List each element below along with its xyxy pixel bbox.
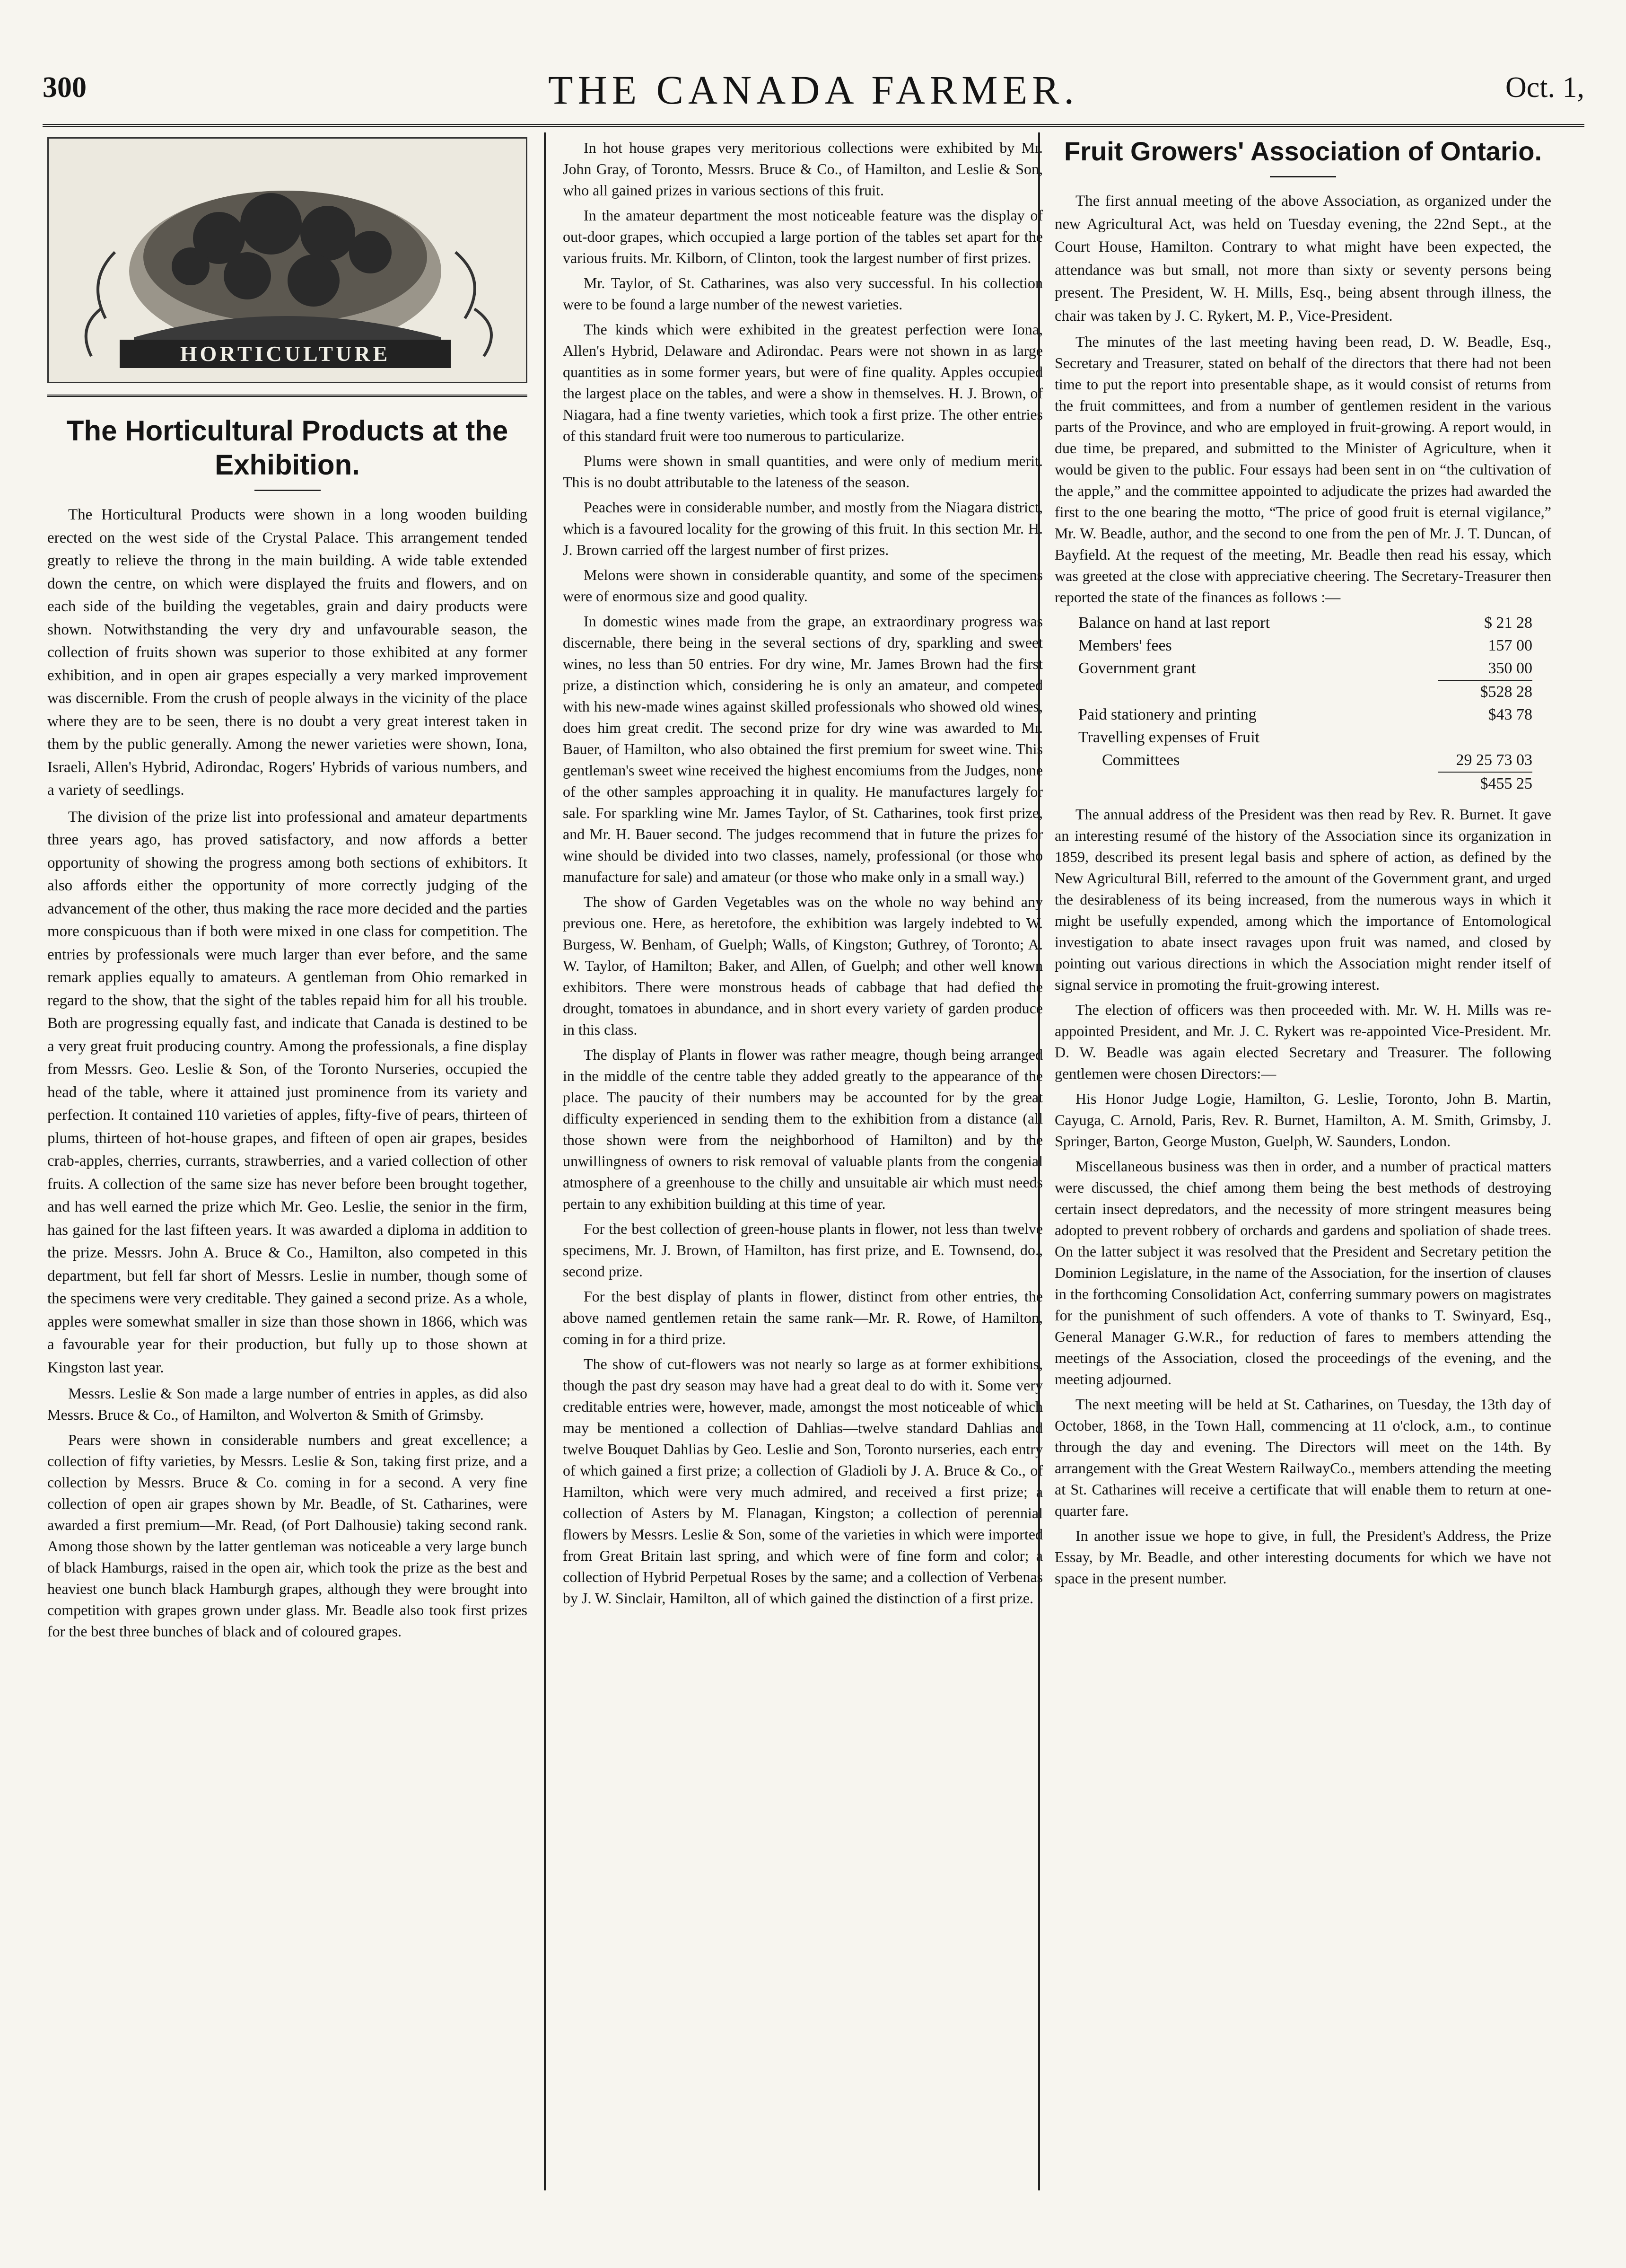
page-number: 300 bbox=[43, 71, 87, 104]
finance-balance bbox=[1078, 773, 1532, 795]
finance-row bbox=[1078, 634, 1532, 657]
paragraph: Messrs. Leslie & Son made a large number of entries in apples, as did also Messrs. Bruce & Co., of Hamilton, and Wolverton & Smith of Grimsby. bbox=[47, 1385, 527, 1423]
paragraph: Peaches were in considerable number, and mostly from the Niagara district, which is a favoured locality for the growing of this fruit. In this section Mr. H. J. Brown carried off the largest number of first prizes. bbox=[563, 499, 1043, 558]
paragraph: The kinds which were exhibited in the greatest perfection were Iona, Allen's Hybrid, Delaware and Adirondac. Pears were not shown in as large quantities as in some former years, but were of fine quality. Apples occupied the largest place on the tables, and were a show in themselves. H. J. Brown, of Niagara, had a fine twenty varieties, which took a first prize. The other entries of this standard fruit were too numerous to particularize. bbox=[563, 321, 1043, 444]
column-3 bbox=[1055, 137, 1551, 1593]
paragraph: In hot house grapes very meritorious collections were exhibited by Mr. John Gray, of Toronto, Messrs. Bruce & Co., of Hamilton, and Leslie & Son, who all gained prizes in various sections of this fruit. bbox=[563, 139, 1043, 199]
article-title: Fruit Growers' Association of Ontario. bbox=[1064, 136, 1542, 166]
paragraph: His Honor Judge Logie, Hamilton, G. Leslie, Toronto, John B. Martin, Cayuga, C. Arnold, Paris, Rev. R. Burnet, Hamilton, A. M. Smith, Grimsby, J. Springer, Barton, George Muston, Guelph, W. Saunders, London. bbox=[1055, 1090, 1551, 1150]
column-2 bbox=[563, 137, 1043, 1613]
finance-amount: $ 21 28 bbox=[1484, 614, 1532, 632]
title-rule bbox=[1270, 176, 1336, 177]
paragraph: The show of Garden Vegetables was on the whole no way behind any previous one. Here, as heretofore, the exhibition was largely indebted to W. Burgess, W. Benham, of Guelph; Walls, of Kingston; Guthrey, of Toronto; A. W. Taylor, of Hamilton; Baker, and Allen, of Guelph; and other well known exhibitors. There were monstrous heads of cabbage that had defied the drought, tomatoes in abundance, and in short every variety of garden produce in this class. bbox=[563, 893, 1043, 1038]
finance-label: Paid stationery and printing bbox=[1078, 706, 1257, 723]
finance-table bbox=[1078, 612, 1551, 795]
paragraph: Melons were shown in considerable quantity, and some of the specimens were of enormous size and good quality. bbox=[563, 566, 1043, 605]
finance-row bbox=[1078, 703, 1532, 726]
masthead: THE CANADA FARMER. bbox=[548, 67, 1079, 113]
header-rule bbox=[43, 124, 1584, 127]
paragraph: In domestic wines made from the grape, an extraordinary progress was discernable, there being in the several sections of dry, sparkling and sweet wines, no less than 50 entries. For dry wine, Mr. James Brown had the first prize, a distinction which, considering he is only an amateur, and competed with his new-made wines against skilled professionals who showed old wines, does him great credit. The second prize for dry wine was awarded to Mr. Bauer, of Hamilton, who also obtained the first premium for sweet wine. This gentleman's sweet wine received the highest encomiums from the Judges, none of the other samples approaching it in quality. He manufactures largely for sale. For sparkling wine Mr. James Taylor, of St. Catharines, took first prize, and Mr. H. Bauer second. The judges recommend that in future the prizes for wine should be divided into two classes, namely, professional (or those who manufacture for sale) and amateur (or those who make only in a small way.) bbox=[563, 613, 1043, 885]
finance-row bbox=[1078, 612, 1532, 634]
finance-amount: $455 25 bbox=[1480, 775, 1532, 792]
paragraph: The Horticultural Products were shown in a long wooden building erected on the west side of the Crystal Palace. This arrangement tended greatly to relieve the throng in the main building. A wide table extended down the centre, on which were displayed the fruits and flowers, and on each side of the building the vegetables, grain and dairy products were shown. Notwithstanding the very dry and unfavourable season, the collection of fruits shown was superior to those exhibited at any former exhibition, and in open air grapes especially a very marked improvement was discernible. From the crush of people always in the vicinity of the place where they are to be seen, there is no doubt a very great interest taken in them by the public generally. Among the newer varieties were shown, Iona, Israeli, Allen's Hybrid, Adirondac, Rogers' Hybrids of various numbers, and a variety of seedlings. bbox=[47, 506, 527, 799]
finance-label: Committees bbox=[1102, 751, 1180, 769]
paragraph: For the best collection of green-house plants in flower, not less than twelve specimens, Mr. J. Brown, of Hamilton, has first prize, and E. Townsend, do., second prize. bbox=[563, 1220, 1043, 1280]
finance-row bbox=[1078, 657, 1532, 680]
finance-amount: $43 78 bbox=[1488, 706, 1532, 723]
paragraph: The election of officers was then proceeded with. Mr. W. H. Mills was re-appointed President, and Mr. J. C. Rykert was re-appointed Vice-President. Mr. D. W. Beadle was again elected Secretary and Treasurer. The following gentlemen were chosen Directors:— bbox=[1055, 1001, 1551, 1082]
horticulture-engraving-icon bbox=[47, 137, 527, 383]
issue-date: Oct. 1, bbox=[1505, 71, 1584, 104]
paragraph: The next meeting will be held at St. Catharines, on Tuesday, the 13th day of October, 1868, in the Town Hall, commencing at 11 o'clock, a.m., to continue through the day and evening. The Directors will meet on the 14th. By arrangement with the Great Western RailwayCo., members attending the meeting at St. Catharines will receive a certificate that will enable them to return at one-quarter fare. bbox=[1055, 1396, 1551, 1519]
finance-label: Government grant bbox=[1078, 659, 1196, 677]
finance-amount: 157 00 bbox=[1488, 637, 1532, 654]
paragraph: Miscellaneous business was then in order, and a number of practical matters were discussed, the chief among them being the best methods of destroying certain insect depredators, and the necessity of more stringent measures being adopted to prevent robbery of orchards and gardens and spoliation of shade trees. On the latter subject it was resolved that the President and Secretary petition the Dominion Legislature, in the name of the Association, for the insertion of clauses in the forthcoming Consolidation Act, conferring summary powers on magistrates for the punishment of such offenders. A vote of thanks to T. Swinyard, Esq., General Manager G.W.R., for reduction of fares to members attending the meetings of the Association, closed the proceedings of the evening, and the meeting adjourned. bbox=[1055, 1158, 1551, 1388]
page-header bbox=[43, 66, 1584, 118]
finance-row bbox=[1078, 726, 1532, 749]
finance-label: Balance on hand at last report bbox=[1078, 614, 1270, 632]
banner-text: HORTICULTURE bbox=[180, 342, 391, 366]
title-rule bbox=[254, 490, 321, 491]
finance-label: Members' fees bbox=[1078, 637, 1172, 654]
finance-row bbox=[1078, 749, 1532, 772]
paragraph: The minutes of the last meeting having been read, D. W. Beadle, Esq., Secretary and Treasurer, stated on behalf of the directors that there had not been time to put the report into presentable shape, as it would consist of returns from the fruit committees, and from a number of gentlemen resident in the various parts of the Province, and who are employed in fruit-growing. A report would, in due time, be prepared, and submitted to the Minister of Agriculture, when it would be given to the public. Four essays had been sent in on “the cultivation of the apple,” and the committee appointed to adjudicate the prizes had awarded the first to the one bearing the motto, “The price of good fruit is eternal vigilance,” Mr. W. Beadle, author, and the second to one from the pen of Mr. J. T. Duncan, of Bayfield. At the request of the meeting, Mr. Beadle then read his essay, which was greeted at the close with appreciative cheering. The Secretary-Treasurer then reported the state of the finances as follows :— bbox=[1055, 333, 1551, 606]
column-1 bbox=[47, 137, 527, 1646]
paragraph: In another issue we hope to give, in full, the President's Address, the Prize Essay, by Mr. Beadle, and other interesting documents for which we have not space in the present number. bbox=[1055, 1527, 1551, 1587]
finance-amount bbox=[1419, 726, 1532, 749]
paragraph: The first annual meeting of the above Association, as organized under the new Agricultural Act, was held on Tuesday evening, the 22nd Sept., at the Court House, Hamilton. Contrary to what might have been expected, the attendance was but small, not more than sixty or seventy persons being present. The President, W. H. Mills, Esq., being absent through illness, the chair was taken by J. C. Rykert, M. P., Vice-President. bbox=[1055, 193, 1551, 325]
paragraph: The show of cut-flowers was not nearly so large as at former exhibitions, though the past dry season may have had a great deal to do with it. Some very creditable entries were, however, made, amongst the most noticeable of which may be mentioned a collection of Dahlias—twelve standard Dahlias and twelve Bouquet Dahlias by Geo. Leslie and Son, Toronto nurseries, each entry of which gained a first prize; a collection of Gladioli by J. A. Bruce & Co., of Hamilton, which were very much admired, and received a first prize; a collection of Asters by M. Flanagan, Kingston; a collection of perennial flowers by Messrs. Leslie & Son, some of the varieties in which were imported from Great Britain last spring, and which were of fine form and color; a collection of Hybrid Perpetual Roses by the same; and a collection of Verbenas by J. W. Sinclair, Hamilton, all of which gained the distinction of a first prize. bbox=[563, 1355, 1043, 1607]
paragraph: Mr. Taylor, of St. Catharines, was also very successful. In his collection were to be found a large number of the newest varieties. bbox=[563, 274, 1043, 313]
finance-label: Travelling expenses of Fruit bbox=[1078, 729, 1260, 746]
article-title: The Horticultural Products at the Exhibition. bbox=[66, 415, 508, 481]
finance-amount: $528 28 bbox=[1480, 683, 1532, 701]
finance-amount: 29 25 73 03 bbox=[1456, 751, 1532, 769]
paragraph: In the amateur department the most noticeable feature was the display of out-door grapes, which occupied a large portion of the tables set apart for the various fruits. Mr. Kilborn, of Clinton, took the largest number of first prizes. bbox=[563, 207, 1043, 266]
paragraph: The division of the prize list into professional and amateur departments three years ago, has proved satisfactory, and now affords a better opportunity of showing the progress among both sections of exhibitors. It also affords either the opportunity of more correctly judging of the advancement of the other, thus making the race more decided and the parties more conspicuous than if both were mixed in one class for competition. The entries by professionals were much larger than ever before, and the same remark applies equally to amateurs. A gentleman from Ohio remarked in regard to the show, that the sight of the tables repaid him for all his trouble. Both are progressing equally fast, and indicate that Canada is destined to be a very great fruit producing country. Among the professionals, a fine display from Messrs. Geo. Leslie & Son, of the Toronto Nurseries, occupied the head of the table, where it attained just prominence from its variety and perfection. It contained 110 varieties of apples, fifty-five of pears, thirteen of plums, thirteen of hot-house grapes, and fifteen of open air grapes, besides crab-apples, cherries, currants, strawberries, and a varied collection of other fruits. A collection of the same size has never before been brought together, and has well earned the prize which Mr. Geo. Leslie, the senior in the firm, has gained for the last fifteen years. It was awarded a diploma in addition to the prize. Messrs. John A. Bruce & Co., Hamilton, also competed in this department, but fell far short of Messrs. Leslie in number, though some of the specimens were very creditable. They gained a second prize. As a whole, apples were somewhat smaller in size than those shown in 1866, which was a favourable year for their production, but fully up to those shown at Kingston last year. bbox=[47, 808, 527, 1376]
column-divider bbox=[544, 132, 546, 2190]
paragraph: Pears were shown in considerable numbers and great excellence; a collection of fifty varieties, by Messrs. Leslie & Son, taking first prize, and a collection by Messrs. Bruce & Co. coming in for a second. A very fine collection of open air grapes shown by Mr. Beadle, of St. Catharines, were awarded a first premium—Mr. Read, (of Port Dalhousie) taking second rank. Among those shown by the latter gentleman was noticeable a very large bunch of black Hamburgs, raised in the open air, which took the prize as the best and heaviest one bunch black Hamburgh grapes, although they were brought into competition with grapes grown under glass. Mr. Beadle also took first prizes for the best three bunches of black and of coloured grapes. bbox=[47, 1431, 527, 1640]
paragraph: For the best display of plants in flower, distinct from other entries, the above named gentlemen retain the same rank—Mr. R. Rowe, of Hamilton, coming in for a third prize. bbox=[563, 1288, 1043, 1347]
paragraph: The annual address of the President was then read by Rev. R. Burnet. It gave an interesting resumé of the history of the Association since its organization in 1859, described its present legal basis and sphere of action, as defined by the New Agricultural Bill, referred to the amount of the Government grant, and urged the desirableness of its being increased, from the numerous ways in which it might be usefully expended, among which the importance of Entomological investigation to abate insect ravages upon fruit was named, and closed by pointing out various directions in which the Association might render itself of signal service in promoting the fruit-growing interest. bbox=[1055, 806, 1551, 993]
paragraph: Plums were shown in small quantities, and were only of medium merit. This is no doubt attributable to the lateness of the season. bbox=[563, 452, 1043, 491]
finance-subtotal bbox=[1078, 681, 1532, 703]
finance-amount: 350 00 bbox=[1488, 659, 1532, 677]
paragraph: The display of Plants in flower was rather meagre, though being arranged in the middle of the centre table they added greatly to the appearance of the place. The paucity of their numbers may be accounted for by the great difficulty experienced in sending them to the exhibition from a distance (all those shown were from the neighborhood of Hamilton) and by the unwillingness of owners to risk removal of valuable plants from the congenial atmosphere of a greenhouse to the chilly and unsuitable air which must needs pertain to any exhibition building at this time of year. bbox=[563, 1046, 1043, 1212]
section-rule bbox=[47, 395, 527, 397]
